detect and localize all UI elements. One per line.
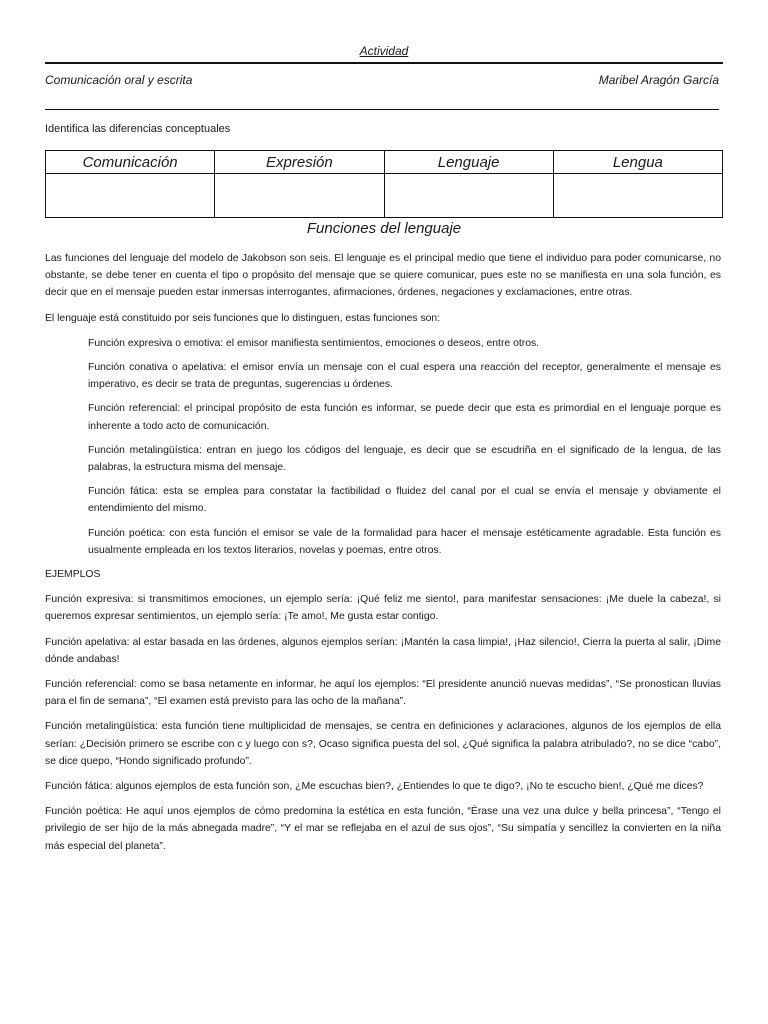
table-answer-row — [46, 174, 723, 218]
course-name: Comunicación oral y escrita — [45, 73, 193, 87]
function-item: Función conativa o apelativa: el emisor envía un mensaje con el cual espera una reacción del receptor, generalmente el mensaje es imperativo, es decir se trata de preguntas, sugerencias u órdenes. — [88, 362, 721, 391]
function-item: Función referencial: el principal propósito de esta función es informar, se puede decir que esta es primordial en el lenguaje porque es inherente a todo acto de comunicación. — [88, 403, 721, 432]
function-item: Función expresiva o emotiva: el emisor manifiesta sentimientos, emociones o deseos, entre otros. — [88, 337, 540, 349]
activity-title: Actividad — [359, 44, 409, 58]
answer-cell-lengua[interactable] — [553, 174, 722, 218]
paragraph: El lenguaje está constituido por seis funciones que lo distinguen, estas funciones son: — [45, 312, 441, 324]
table-header-cell: Lenguaje — [384, 151, 553, 174]
example-item: Función referencial: como se basa netamente en informar, he aquí los ejemplos: “El presidente anunció nuevas medidas”, “Se pronostican lluvias para el fin de semana”, “El examen está previsto para las ocho de la mañana”. — [45, 679, 721, 708]
table-header-cell: Comunicación — [46, 151, 215, 174]
example-item: Función apelativa: al estar basada en las órdenes, algunos ejemplos serían: ¡Mantén la casa limpia!, ¡Haz silencio!, Cierra la puerta al salir, ¡Dime dónde andabas! — [45, 636, 721, 665]
function-item: Función metalingüística: entran en juego los códigos del lenguaje, es decir que se escudriña en el significado de la lengua, de las palabras, la estructura misma del mensaje. — [88, 444, 721, 474]
header-divider — [45, 62, 723, 64]
document-body — [45, 250, 721, 863]
author-name: Maribel Aragón García — [598, 73, 719, 87]
example-item: Función metalingüística: esta función tiene multiplicidad de mensajes, se centra en definiciones y aclaraciones, algunos de los ejemplos de ella serían: ¿Decisión primero se escribe con c y luego con s?, Ocaso significa puesta del sol, ¿Qué significa la palabra atribulado?, no se dice “cabo”, se dice quepo, “Hondo significado profundo”. — [45, 721, 721, 767]
function-item: Función fática: esta se emplea para constatar la factibilidad o fluidez del canal por el cual se envía el mensaje y obviamente el entendimiento del mismo. — [88, 486, 721, 515]
concepts-table — [45, 150, 723, 218]
table-header-cell: Expresión — [215, 151, 384, 174]
section-title: Funciones del lenguaje — [306, 220, 462, 237]
answer-cell-lenguaje[interactable] — [384, 174, 553, 218]
examples-heading: EJEMPLOS — [45, 569, 101, 581]
function-item: Función poética: con esta función el emisor se vale de la formalidad para hacer el mensaje estéticamente agradable. Esta función es usualmente empleada en los textos literarios, novelas y poemas, entre otros. — [88, 527, 721, 556]
instruction-text: Identifica las diferencias conceptuales — [45, 123, 231, 135]
paragraph: Las funciones del lenguaje del modelo de Jakobson son seis. El lenguaje es el principal medio que tiene el individuo para poder comunicarse, no obstante, se debe tener en cuenta el tipo o propósito del mensaje que se quiere comunicar, pues este no se manifiesta en una sola función, es decir que en el mensaje pueden estar inmersas interrogantes, afirmaciones, órdenes, negaciones y exclamaciones, entre otras. — [45, 253, 721, 299]
example-item: Función fática: algunos ejemplos de esta función son, ¿Me escuchas bien?, ¿Entiendes lo que te digo?, ¡No te escucho bien!, ¿Qué me dices? — [45, 781, 704, 793]
table-header-cell: Lengua — [553, 151, 722, 174]
example-item: Función poética: He aquí unos ejemplos de cómo predomina la estética en esta función, “Érase una vez una dulce y bella princesa”, “Tengo el privilegio de ser hijo de la más abnegada madre”, “Y el mar se reflejaba en el azul de sus ojos”, “Su simpatía y sencillez la convierten en la niña más especial del planeta”. — [45, 806, 721, 852]
answer-cell-comunicacion[interactable] — [46, 174, 215, 218]
name-underline — [45, 109, 719, 110]
table-header-row — [46, 151, 723, 174]
answer-cell-expresion[interactable] — [215, 174, 384, 218]
example-item: Función expresiva: si transmitimos emociones, un ejemplo sería: ¡Qué feliz me siento!, para manifestar sensaciones: ¡Me duele la cabeza!, si queremos expresar sentimientos, un ejemplo sería: ¡Te amo!, Me gusta estar contigo. — [45, 594, 721, 623]
